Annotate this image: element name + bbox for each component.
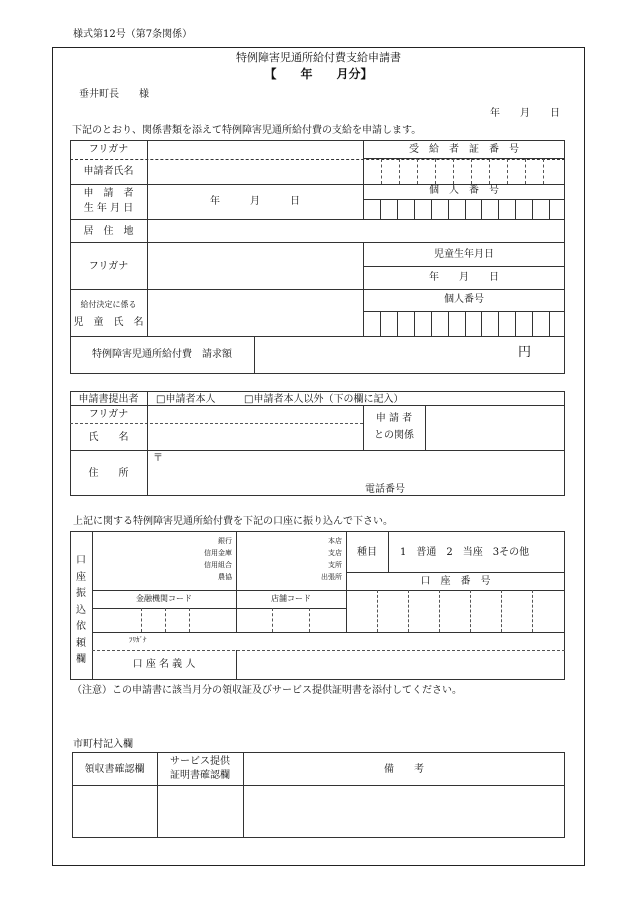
office-section-title: 市町村記入欄 — [73, 739, 133, 750]
claim-amount-field[interactable] — [256, 338, 506, 372]
account-holder-label: 口 座 名 義 人 — [132, 659, 196, 670]
applicant-name-label: 申請者氏名 — [83, 166, 134, 177]
submitter-label: 申請書提出者 — [78, 394, 139, 405]
submitter-address-label: 住 所 — [88, 468, 129, 479]
holder-furigana-label: ﾌﾘｶﾞﾅ — [129, 636, 147, 644]
submitter-option-self[interactable]: □申請者本人 — [156, 394, 216, 405]
branch-types: 本店 支店 支所 出張所 — [321, 537, 342, 581]
phone-label: 電話番号 — [365, 484, 405, 495]
form-subtitle: 【 年 月分】 — [264, 67, 373, 81]
intro-text: 下記のとおり、関係書類を添えて特例障害児通所給付費の支給を申請します。 — [72, 125, 422, 136]
submitter-furigana-label: フリガナ — [88, 409, 129, 420]
branch-name-field[interactable] — [238, 533, 264, 588]
submission-date: 年 月 日 — [490, 108, 560, 119]
child-furigana-label: フリガナ — [88, 261, 129, 272]
form-number: 様式第12号（第7条関係） — [73, 29, 193, 40]
receipt-check-label: 領収書確認欄 — [84, 764, 145, 775]
remarks-label: 備 考 — [384, 764, 424, 775]
bank-side-label: 口 座 振 込 依 頼 欄 — [76, 555, 86, 665]
relation-label-1: 申 請 者 — [375, 413, 413, 424]
relation-label-2: との関係 — [374, 430, 414, 441]
branch-code-label: 店舗コード — [271, 594, 311, 603]
submitter-name-field[interactable] — [149, 425, 361, 448]
institution-code-label: 金融機関コード — [136, 594, 192, 603]
residence-label: 居 住 地 — [83, 226, 134, 237]
child-name-label-2: 児 童 氏 名 — [73, 317, 144, 328]
account-number-label: 口 座 番 号 — [420, 576, 491, 587]
service-check-label-2: 証明書確認欄 — [170, 770, 230, 781]
child-name-label-1: 給付決定に係る — [80, 300, 137, 309]
account-type-label: 種目 — [357, 547, 377, 558]
applicant-birth-date: 年 月 日 — [210, 196, 300, 207]
addressee: 垂井町長 様 — [79, 89, 149, 100]
residence-field[interactable] — [149, 221, 563, 240]
claim-label: 特例障害児通所給付費 請求額 — [92, 349, 232, 360]
child-personal-number-label: 個人番号 — [444, 294, 484, 305]
submitter-address-field[interactable] — [163, 452, 563, 482]
applicant-name-field[interactable] — [149, 161, 361, 182]
applicant-birth-label-2: 生 年 月 日 — [83, 203, 134, 214]
child-birth-label: 児童生年月日 — [434, 249, 494, 260]
submitter-option-other[interactable]: □申請者本人以外（下の欄に記入） — [244, 394, 404, 405]
child-name-field[interactable] — [149, 291, 361, 334]
child-birth-date: 年 月 日 — [429, 272, 499, 283]
applicant-birth-label-1: 申 請 者 — [83, 188, 134, 199]
account-holder-field[interactable] — [238, 652, 563, 678]
cert-number-label: 受 給 者 証 番 号 — [409, 144, 519, 155]
institution-name-field[interactable] — [94, 533, 146, 588]
claim-unit: 円 — [518, 345, 532, 360]
account-type-options[interactable]: 1 普通 2 当座 3その他 — [400, 547, 530, 558]
attachment-note: （注意）この申請書に該当月分の領収証及びサービス提供証明書を添付してください。 — [72, 685, 462, 696]
institution-types: 銀行 信用金庫 信用組合 農協 — [204, 537, 232, 581]
service-check-label-1: サービス提供 — [170, 756, 230, 767]
bank-intro: 上記に関する特例障害児通所給付費を下記の口座に振り込んで下さい。 — [73, 516, 393, 527]
postal-mark: 〒 — [153, 453, 163, 464]
submitter-name-label: 氏 名 — [88, 432, 129, 443]
form-title: 特例障害児通所給付費支給申請書 — [236, 51, 401, 64]
applicant-furigana-label: フリガナ — [88, 144, 129, 155]
relation-field[interactable] — [427, 407, 563, 448]
applicant-personal-number-label: 個 人 番 号 — [429, 185, 499, 196]
